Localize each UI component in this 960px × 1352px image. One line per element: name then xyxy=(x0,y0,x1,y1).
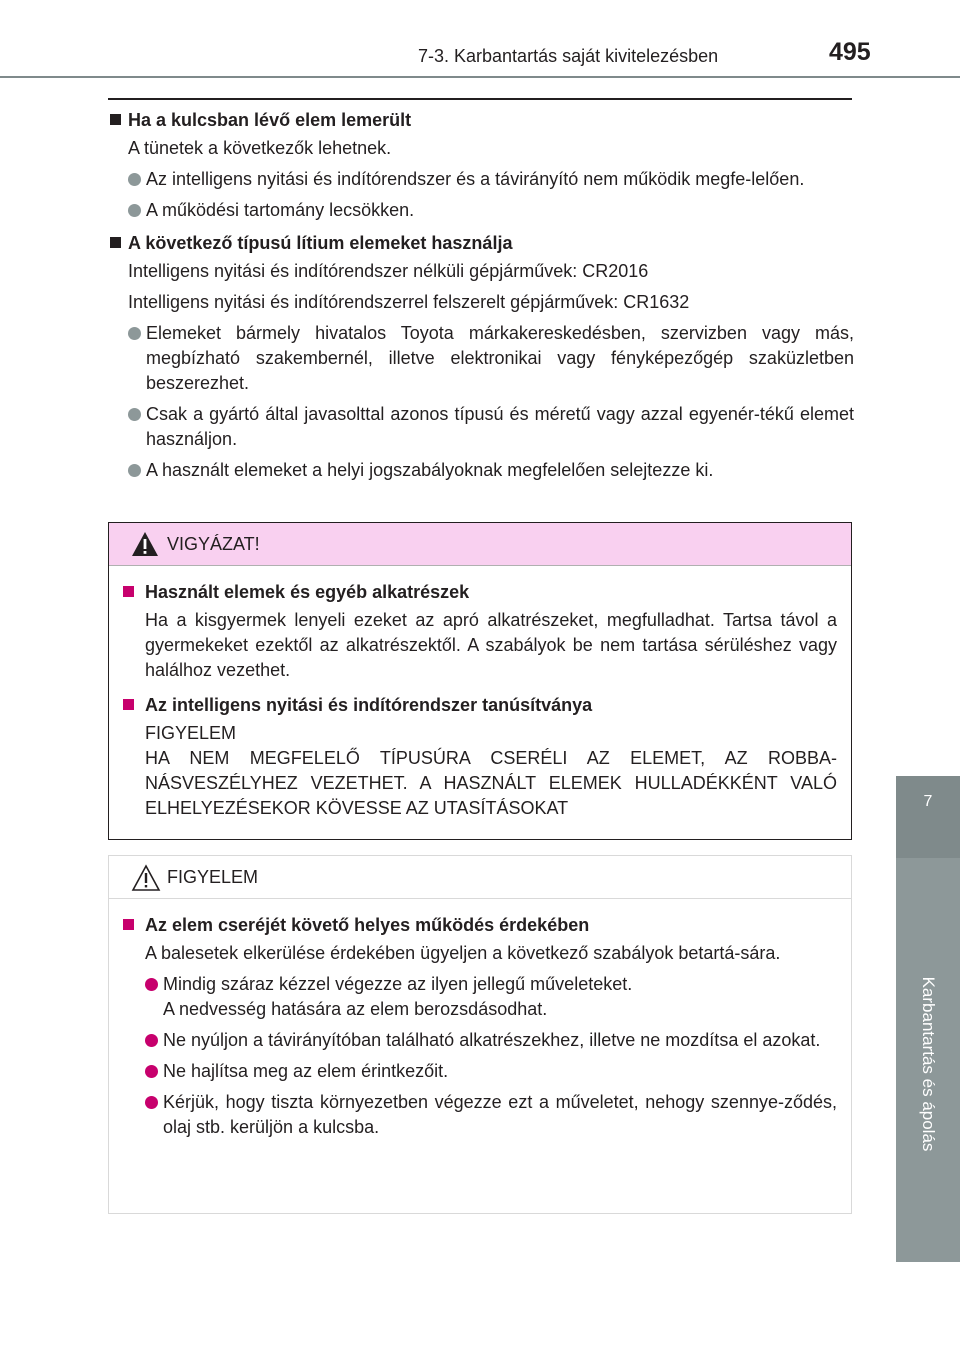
paragraph: Intelligens nyitási és indítórendszer nélküli gépjárművek: CR2016 xyxy=(128,261,649,281)
section-heading xyxy=(108,231,854,255)
list-item-text: Az intelligens nyitási és indítórendszer és a távirányító nem működik megfe-lelően. xyxy=(146,169,805,189)
chapter-number: 7 xyxy=(923,793,933,810)
page-number: 495 xyxy=(829,38,871,66)
list-item xyxy=(123,1090,837,1140)
circle-bullet-icon xyxy=(128,173,141,186)
caution-outline-icon xyxy=(131,864,161,892)
section-heading-text: Ha a kulcsban lévő elem lemerült xyxy=(128,110,412,130)
list-item xyxy=(108,198,854,223)
list-item xyxy=(108,321,854,396)
paragraph: Intelligens nyitási és indítórendszerrel felszerelt gépjárművek: CR1632 xyxy=(128,292,690,312)
list-item-text: Kérjük, hogy tiszta környezetben végezze ezt a műveletet, nehogy szennye-ződés, olaj stb. kerüljön a kulcsba. xyxy=(163,1092,837,1137)
list-item-text: Mindig száraz kézzel végezze az ilyen jellegű műveleteket. xyxy=(163,974,633,994)
notice-heading-text: Az elem cseréjét követő helyes működés érdekében xyxy=(145,915,590,935)
warning-paragraph: FIGYELEM xyxy=(145,723,237,743)
list-item-text: A működési tartomány lecsökken. xyxy=(146,200,415,220)
header-title: 7-3. Karbantartás saját kivitelezésben xyxy=(418,46,719,66)
list-item-text: Ne hajlítsa meg az elem érintkezőit. xyxy=(163,1061,449,1081)
list-item xyxy=(123,1028,837,1053)
circle-bullet-icon xyxy=(128,464,141,477)
warning-heading-text: Használt elemek és egyéb alkatrészek xyxy=(145,582,470,602)
list-item xyxy=(108,402,854,452)
section-heading-text: A következő típusú lítium elemeket használja xyxy=(128,233,513,253)
list-item-text: Csak a gyártó által javasolttal azonos típusú és méretű vagy azzal egyenér-tékű elemet használjon. xyxy=(146,404,854,449)
circle-bullet-icon xyxy=(145,1096,158,1109)
list-item xyxy=(108,167,854,192)
circle-bullet-icon xyxy=(128,327,141,340)
circle-bullet-icon xyxy=(128,204,141,217)
list-item-text: Elemeket bármely hivatalos Toyota márkakereskedésben, szervizben vagy más, megbízható szakembernél, illetve elektronikai vagy fényképezőgép szaküzletben beszerezhet. xyxy=(146,323,854,393)
square-bullet-icon xyxy=(123,699,134,710)
warning-heading xyxy=(123,693,837,717)
circle-bullet-icon xyxy=(145,978,158,991)
list-item xyxy=(123,972,837,1022)
square-bullet-icon xyxy=(123,919,134,930)
header-rule xyxy=(0,76,960,78)
notice-heading xyxy=(123,913,837,937)
warning-box xyxy=(108,522,852,840)
section-heading xyxy=(108,108,854,132)
list-item-text: A használt elemeket a helyi jogszabályoknak megfelelően selejtezze ki. xyxy=(146,460,714,480)
notice-title: FIGYELEM xyxy=(167,867,259,887)
warning-heading xyxy=(123,580,837,604)
circle-bullet-icon xyxy=(145,1065,158,1078)
warning-heading-text: Az intelligens nyitási és indítórendszer tanúsítványa xyxy=(145,695,593,715)
warning-box-body xyxy=(109,566,851,831)
warning-title: VIGYÁZAT! xyxy=(167,534,260,554)
notice-box xyxy=(108,855,852,1214)
section-rule xyxy=(108,98,852,100)
warning-triangle-icon xyxy=(131,531,159,557)
chapter-tab[interactable] xyxy=(896,776,960,858)
main-content xyxy=(108,108,854,483)
warning-paragraph: HA NEM MEGFELELŐ TÍPUSÚRA CSERÉLI AZ ELEMET, AZ ROBBA-NÁSVESZÉLYHEZ VEZETHET. A HASZNÁLT ELEMEK HULLADÉKKÉNT VALÓ ELHELYEZÉSEKOR KÖVESSE AZ UTASÍTÁSOKAT xyxy=(145,748,837,818)
circle-bullet-icon xyxy=(145,1034,158,1047)
paragraph: A tünetek a következők lehetnek. xyxy=(128,138,392,158)
warning-paragraph: Ha a kisgyermek lenyeli ezeket az apró alkatrészeket, megfulladhat. Tartsa távol a gyermekeket ezektől az alkatrészektől. A szabályok be nem tartása sérüléshez vagy halálhoz vezethet. xyxy=(145,610,837,680)
list-item-text: A nedvesség hatására az elem berozsdásodhat. xyxy=(163,999,548,1019)
list-item xyxy=(123,1059,837,1084)
notice-box-header xyxy=(109,856,851,899)
chapter-label: Karbantartás és ápolás xyxy=(919,976,938,1152)
list-item xyxy=(108,458,854,483)
warning-box-header xyxy=(109,523,851,566)
square-bullet-icon xyxy=(110,237,121,248)
circle-bullet-icon xyxy=(128,408,141,421)
notice-paragraph: A balesetek elkerülése érdekében ügyeljen a következő szabályok betartá-sára. xyxy=(145,943,781,963)
notice-box-body xyxy=(109,899,851,1150)
list-item-text: Ne nyúljon a távirányítóban található alkatrészekhez, illetve ne mozdítsa el azokat. xyxy=(163,1030,821,1050)
square-bullet-icon xyxy=(110,114,121,125)
square-bullet-icon xyxy=(123,586,134,597)
